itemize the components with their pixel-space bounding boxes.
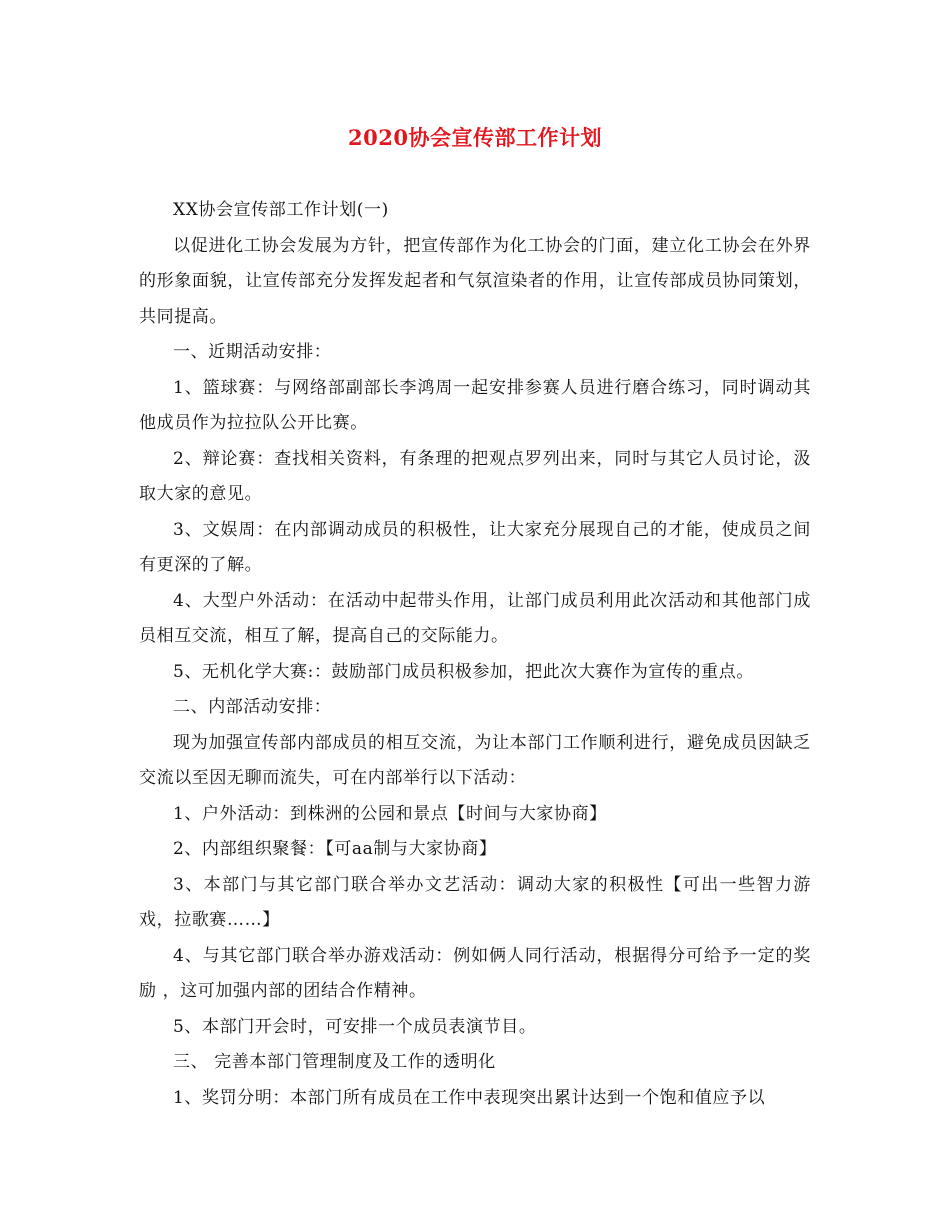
section-heading-2: 二、内部活动安排： bbox=[173, 697, 332, 717]
list-item: 1、户外活动：到株洲的公园和景点【时间与大家协商】 bbox=[173, 803, 607, 824]
section-heading-1: 一、近期活动安排： bbox=[173, 342, 332, 362]
list-item: 1、奖罚分明：本部门所有成员在工作中表现突出累计达到一个饱和值应予以 bbox=[173, 1087, 766, 1108]
paragraph-section-2-intro: 现为加强宣传部内部成员的相互交流，为让本部门工作顺利进行，避免成员因缺乏交流以至因无聊而流失，可在内部举行以下活动： bbox=[139, 732, 811, 788]
list-item: 4、与其它部门联合举办游戏活动：例如俩人同行活动，根据得分可给予一定的奖励 ，这可加强内部的团结合作精神。 bbox=[139, 945, 811, 1001]
document-title: 2020协会宣传部工作计划 bbox=[348, 125, 602, 150]
paragraph-subtitle: XX协会宣传部工作计划(一) bbox=[173, 200, 389, 220]
section-heading-3: 三、 完善本部门管理制度及工作的透明化 bbox=[173, 1052, 496, 1072]
list-item: 5、无机化学大赛:：鼓励部门成员积极参加，把此次大赛作为宣传的重点。 bbox=[173, 661, 754, 682]
list-item: 3、本部门与其它部门联合举办文艺活动：调动大家的积极性【可出一些智力游戏，拉歌赛……】 bbox=[139, 874, 811, 930]
list-item: 5、本部门开会时，可安排一个成员表演节目。 bbox=[173, 1016, 537, 1037]
paragraph-intro: 以促进化工协会发展为方针，把宣传部作为化工协会的门面，建立化工协会在外界的形象面貌，让宣传部充分发挥发起者和气氛渲染者的作用，让宣传部成员协同策划，共同提高。 bbox=[139, 235, 811, 327]
list-item: 2、辩论赛：查找相关资料，有条理的把观点罗列出来，同时与其它人员讨论，汲取大家的意见。 bbox=[139, 448, 811, 504]
list-item: 2、内部组织聚餐：【可aa制与大家协商】 bbox=[173, 839, 497, 859]
document-body bbox=[139, 193, 811, 1116]
list-item: 1、篮球赛：与网络部副部长李鸿周一起安排参赛人员进行磨合练习，同时调动其他成员作为拉拉队公开比赛。 bbox=[139, 377, 811, 433]
list-item: 3、文娱周：在内部调动成员的积极性，让大家充分展现自己的才能，使成员之间有更深的了解。 bbox=[139, 519, 811, 575]
list-item: 4、大型户外活动：在活动中起带头作用，让部门成员利用此次活动和其他部门成员相互交流，相互了解，提高自己的交际能力。 bbox=[139, 590, 811, 646]
